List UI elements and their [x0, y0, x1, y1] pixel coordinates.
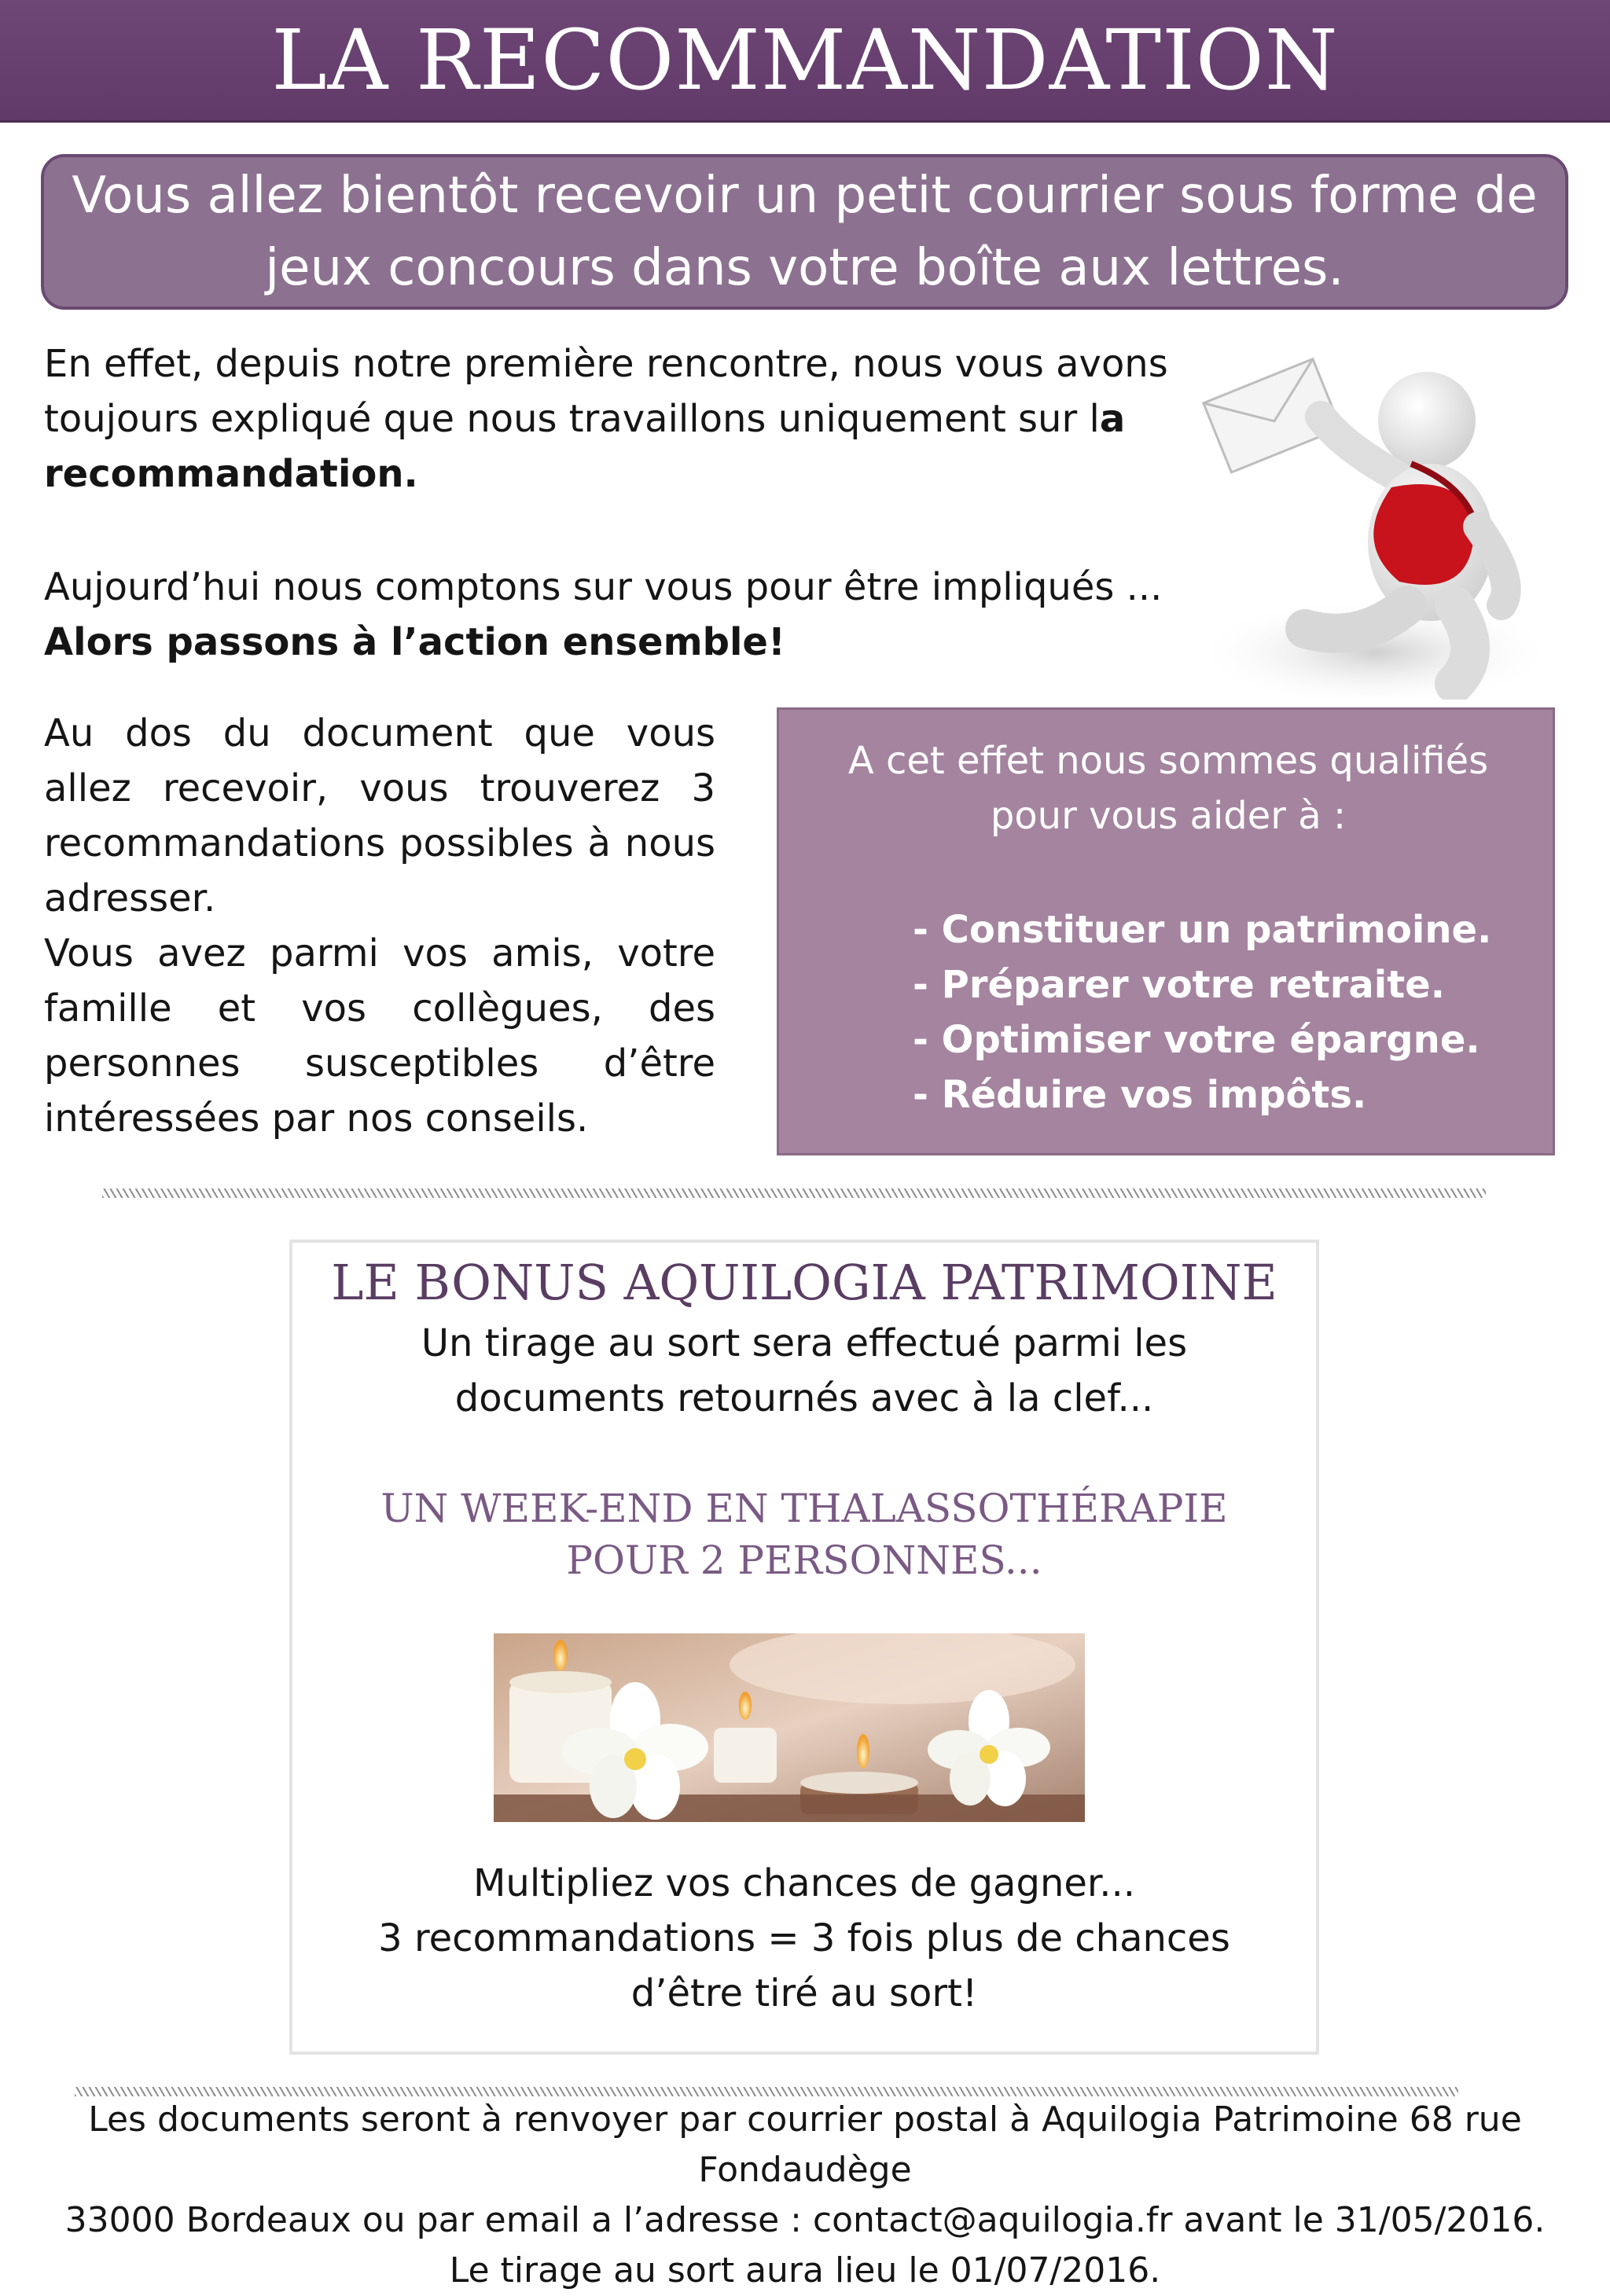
left-text-block [44, 706, 715, 1146]
prize-line: POUR 2 PERSONNES... [566, 1537, 1042, 1583]
cta-line: 3 recommandations = 3 fois plus de chances [378, 1916, 1230, 1960]
prize-text [292, 1482, 1316, 1586]
bonus-description [292, 1316, 1316, 1426]
bonus-cta [292, 1856, 1316, 2021]
intro-p2-text: Aujourd’hui nous comptons sur vous pour être impliqués ... [44, 565, 1163, 609]
footer [0, 2095, 1610, 2296]
bonus-box [289, 1240, 1319, 2055]
footer-line: Le tirage au sort aura lieu le 01/07/2016. [449, 2250, 1161, 2290]
left-text-p1: Au dos du document que vous allez recevoir, vous trouverez 3 recommandations possibles à nous adresser. [44, 711, 715, 920]
qualification-item: - Optimiser votre épargne. [913, 1018, 1480, 1062]
qualification-list [913, 902, 1491, 1122]
intro-paragraph-2 [44, 560, 1192, 670]
cta-line: Multipliez vos chances de gagner... [473, 1861, 1135, 1905]
page-title: LA RECOMMANDATION [271, 11, 1339, 108]
intro-p2-bold: Alors passons à l’action ensemble! [44, 620, 785, 664]
qualification-item: - Constituer un patrimoine. [913, 908, 1492, 952]
intro-p1-text: En effet, depuis notre première rencontre, nous vous avons toujours expliqué que nous travaillons uniquement sur l [44, 342, 1168, 441]
cta-line: d’être tiré au sort! [630, 1971, 978, 2015]
bonus-title: LE BONUS AQUILOGIA PATRIMOINE [331, 1254, 1277, 1311]
bonus-desc-line: Un tirage au sort sera effectué parmi les [421, 1321, 1188, 1365]
intro-p1-bold: a recommandation. [44, 397, 1126, 496]
footer-line: Les documents seront à renvoyer par courrier postal à Aquilogia Patrimoine 68 rue Fondaudège [88, 2099, 1522, 2190]
intro-paragraph-1 [44, 336, 1184, 501]
qualification-box [777, 707, 1555, 1155]
qualification-intro: A cet effet nous sommes qualifiés pour vous aider à : [847, 739, 1489, 838]
prize-line: UN WEEK-END EN THALASSOTHÉRAPIE [380, 1486, 1228, 1531]
qualification-item: - Réduire vos impôts. [913, 1073, 1367, 1117]
footer-line: 33000 Bordeaux ou par email a l’adresse : contact@aquilogia.fr avant le 31/05/2016. [64, 2200, 1546, 2240]
qualification-item: - Préparer votre retraite. [913, 963, 1445, 1007]
divider [102, 1188, 1486, 1198]
banner-text: Vous allez bientôt recevoir un petit courrier sous forme de jeux concours dans votre boîte aux lettres. [72, 167, 1538, 297]
spa-photo [494, 1633, 1085, 1822]
bonus-desc-line: documents retournés avec à la clef... [454, 1376, 1154, 1420]
intro-banner [41, 154, 1568, 310]
left-text-p2: Vous avez parmi vos amis, votre famille et vos collègues, des personnes susceptibles d’être intéressées par nos conseils. [44, 931, 715, 1141]
header-bar [0, 0, 1610, 123]
mail-carrier-illustration [1187, 330, 1557, 700]
